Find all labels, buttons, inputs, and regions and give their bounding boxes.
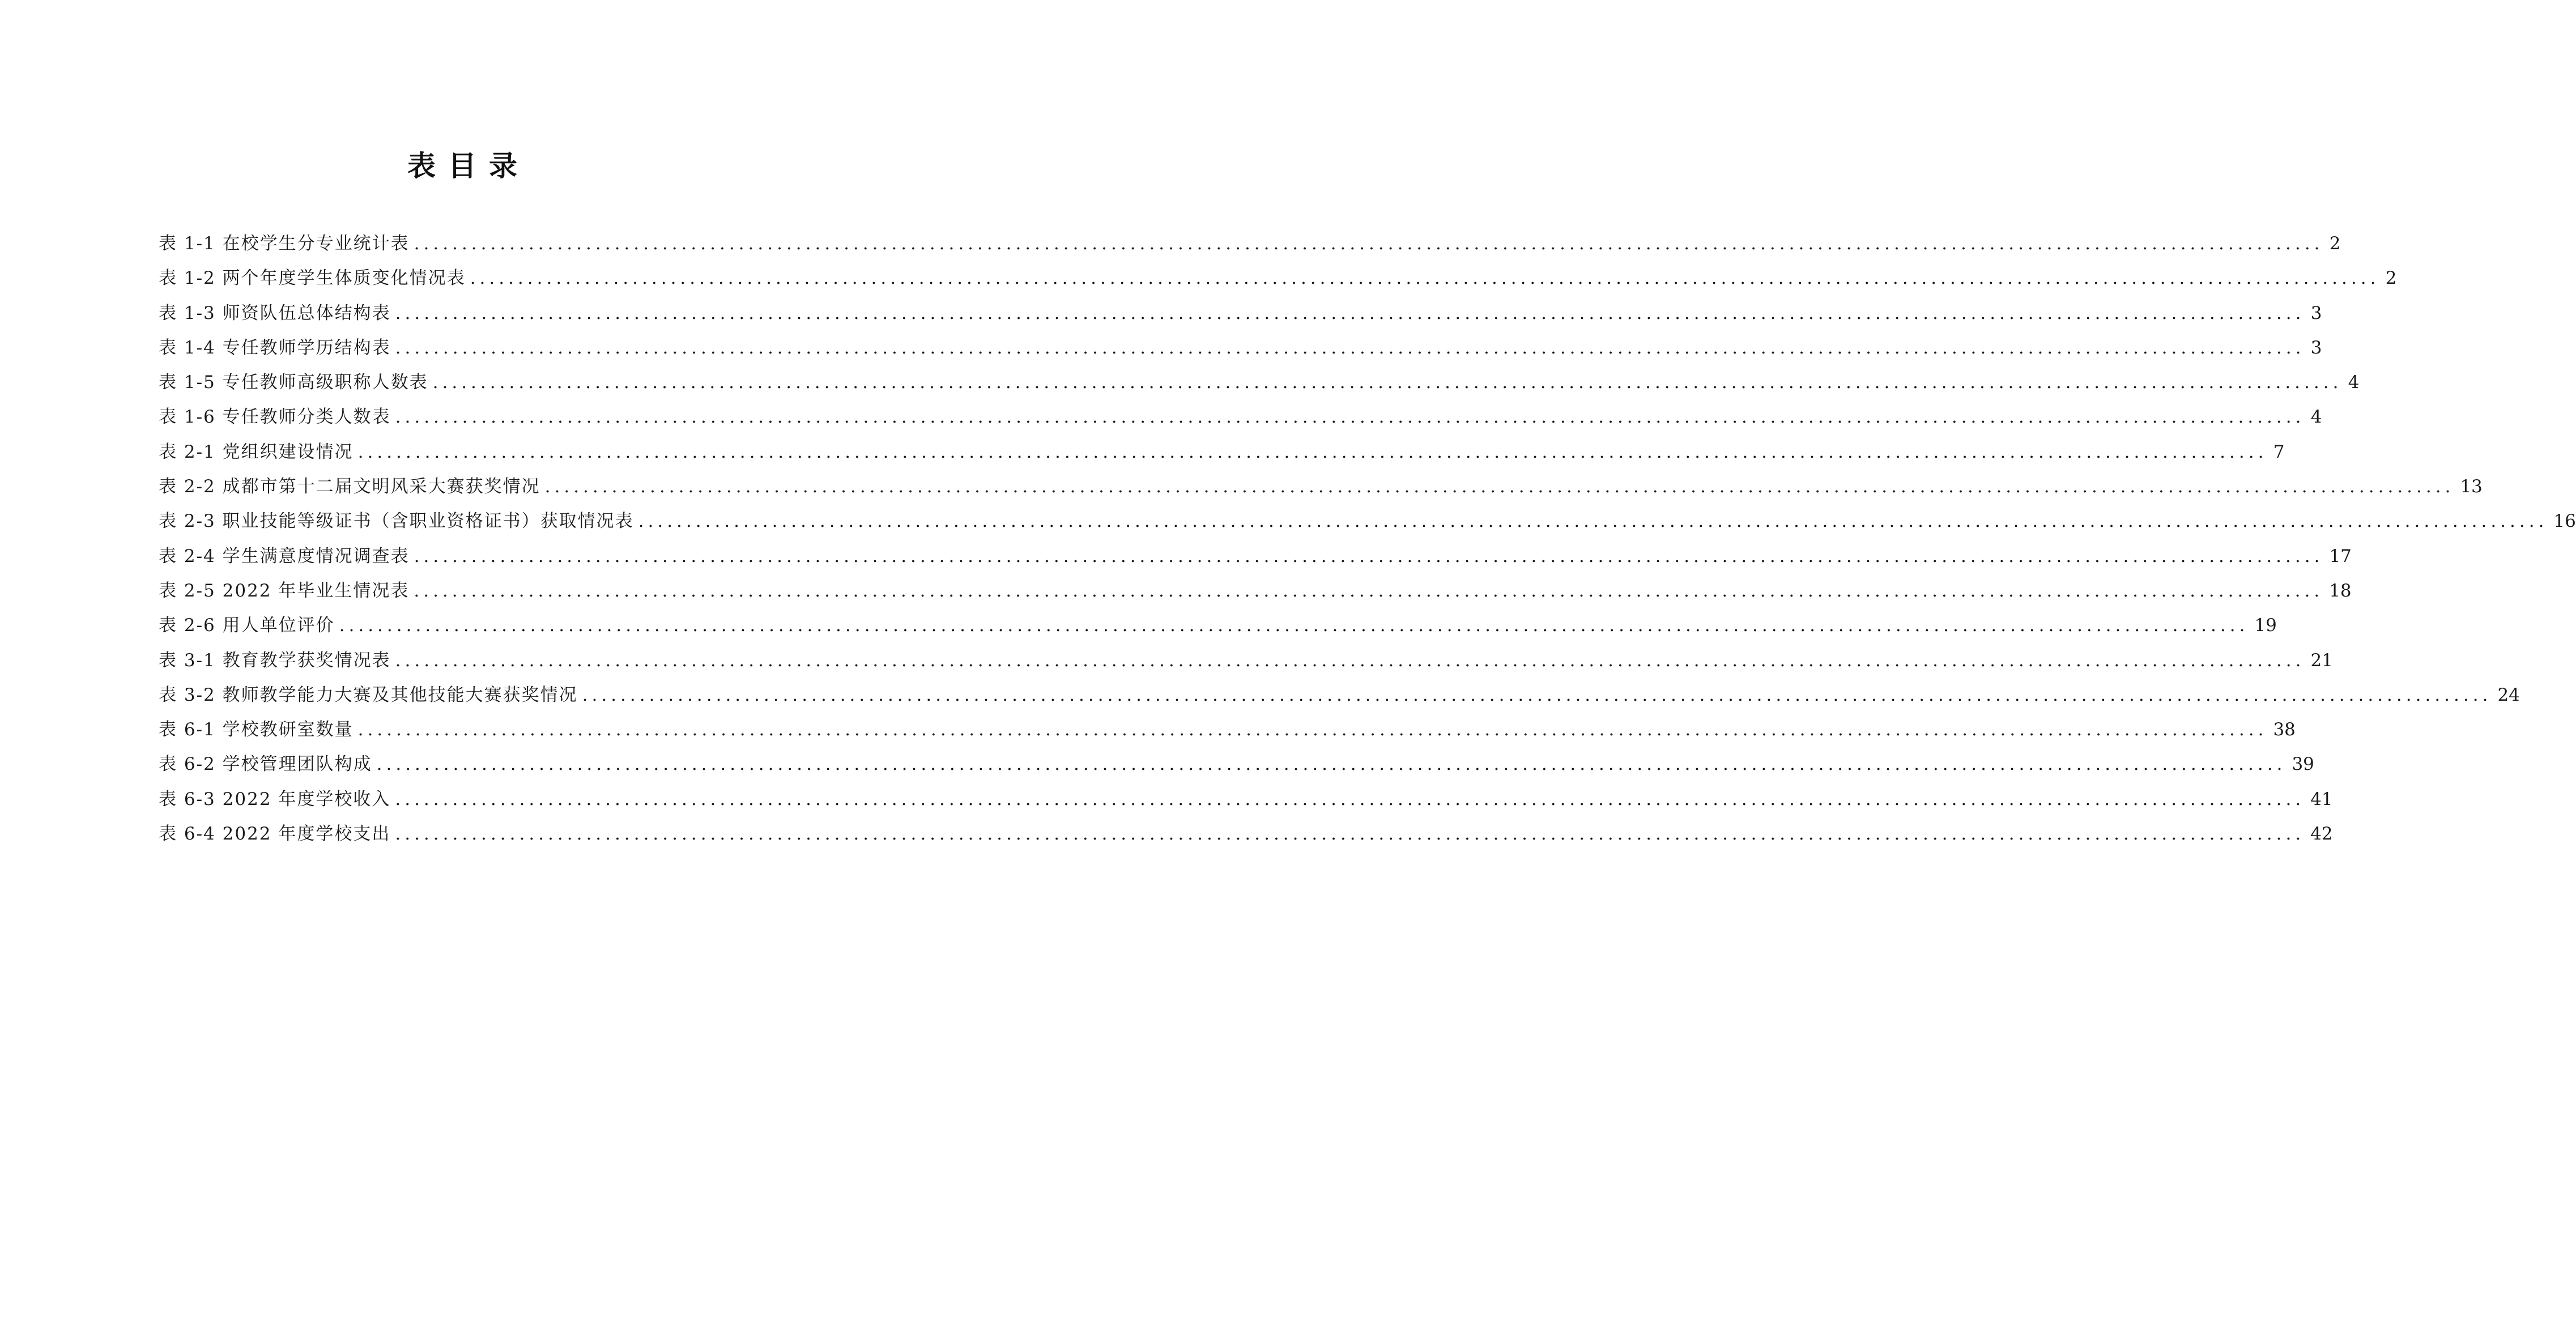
toc-dot-leader: ........................................................................................................................................................................................................: [582, 684, 2492, 705]
toc-entry-label: 表 6-2 学校管理团队构成: [159, 754, 372, 775]
toc-dot-leader: ........................................................................................................................................................................................................: [339, 615, 2249, 636]
toc-entry-page: 2: [2385, 268, 2397, 289]
toc-entry-page: 21: [2310, 650, 2333, 671]
toc-entry-label: 表 1-3 师资队伍总体结构表: [159, 303, 391, 323]
toc-entry[interactable]: [159, 301, 2322, 335]
toc-dot-leader: ........................................................................................................................................................................................................: [395, 303, 2305, 323]
toc-entry-label: 表 6-1 学校教研室数量: [159, 719, 354, 740]
toc-dot-leader: ........................................................................................................................................................................................................: [395, 650, 2305, 671]
toc-entry[interactable]: [159, 266, 2397, 300]
toc-entry[interactable]: [159, 578, 2352, 613]
toc-entry-label: 表 6-4 2022 年度学校支出: [159, 824, 391, 845]
toc-entry-label: 表 1-2 两个年度学生体质变化情况表: [159, 268, 466, 289]
toc-entry-label: 表 1-4 专任教师学历结构表: [159, 337, 391, 358]
toc-entry-page: 3: [2310, 337, 2322, 358]
toc-entry[interactable]: [159, 648, 2333, 683]
toc-entry[interactable]: [159, 544, 2352, 578]
toc-entry[interactable]: [159, 335, 2322, 370]
toc-entry[interactable]: [159, 821, 2333, 856]
toc-entry[interactable]: [159, 509, 2576, 543]
toc-dot-leader: ........................................................................................................................................................................................................: [395, 337, 2305, 358]
toc-entry[interactable]: [159, 231, 2341, 266]
toc-entry-label: 表 2-2 成都市第十二届文明风采大赛获奖情况: [159, 476, 540, 497]
toc-entry-label: 表 1-6 专任教师分类人数表: [159, 407, 391, 428]
page-title: 表目录: [407, 150, 530, 182]
toc-entry[interactable]: [159, 787, 2333, 821]
toc-entry[interactable]: [159, 752, 2314, 786]
toc-entry-label: 表 6-3 2022 年度学校收入: [159, 789, 391, 810]
toc-entry[interactable]: [159, 474, 2483, 509]
toc-entry[interactable]: [159, 404, 2322, 439]
toc-entry-page: 17: [2329, 546, 2352, 566]
toc-entry-page: 41: [2310, 789, 2333, 810]
toc-entry-page: 4: [2310, 407, 2322, 428]
toc-entry-label: 表 2-4 学生满意度情况调查表: [159, 546, 410, 566]
toc-entry-page: 4: [2348, 372, 2360, 393]
toc-dot-leader: ........................................................................................................................................................................................................: [357, 719, 2268, 740]
toc-entry-page: 38: [2273, 719, 2296, 740]
toc-entry[interactable]: [159, 440, 2285, 474]
toc-dot-leader: ........................................................................................................................................................................................................: [470, 268, 2380, 289]
toc-entry[interactable]: [159, 717, 2296, 752]
toc-entry-page: 16: [2553, 511, 2576, 532]
toc-entry-label: 表 2-5 2022 年毕业生情况表: [159, 580, 410, 601]
toc-entry-page: 3: [2310, 303, 2322, 323]
table-of-contents: [159, 231, 2576, 856]
toc-entry-page: 19: [2254, 615, 2277, 636]
toc-entry-page: 18: [2329, 580, 2352, 601]
toc-entry[interactable]: [159, 370, 2360, 404]
toc-dot-leader: ........................................................................................................................................................................................................: [432, 372, 2343, 393]
toc-dot-leader: ........................................................................................................................................................................................................: [395, 789, 2305, 810]
toc-entry-page: 42: [2310, 824, 2333, 845]
toc-entry-page: 7: [2273, 441, 2285, 462]
toc-entry[interactable]: [159, 613, 2277, 647]
toc-entry-page: 24: [2497, 684, 2520, 705]
toc-dot-leader: ........................................................................................................................................................................................................: [376, 754, 2287, 775]
toc-dot-leader: ........................................................................................................................................................................................................: [638, 511, 2548, 532]
toc-dot-leader: ........................................................................................................................................................................................................: [395, 407, 2305, 428]
toc-dot-leader: ........................................................................................................................................................................................................: [414, 233, 2324, 254]
toc-dot-leader: ........................................................................................................................................................................................................: [414, 546, 2324, 566]
toc-dot-leader: ........................................................................................................................................................................................................: [414, 580, 2324, 601]
toc-entry-label: 表 3-1 教育教学获奖情况表: [159, 650, 391, 671]
toc-entry-page: 39: [2292, 754, 2314, 775]
toc-entry-page: 2: [2329, 233, 2341, 254]
toc-entry[interactable]: [159, 683, 2520, 717]
toc-entry-label: 表 2-1 党组织建设情况: [159, 441, 354, 462]
toc-entry-label: 表 1-1 在校学生分专业统计表: [159, 233, 410, 254]
toc-dot-leader: ........................................................................................................................................................................................................: [357, 441, 2268, 462]
toc-entry-label: 表 2-3 职业技能等级证书（含职业资格证书）获取情况表: [159, 511, 634, 532]
toc-entry-label: 表 3-2 教师教学能力大赛及其他技能大赛获奖情况: [159, 684, 578, 705]
toc-dot-leader: ........................................................................................................................................................................................................: [395, 824, 2305, 845]
toc-entry-label: 表 1-5 专任教师高级职称人数表: [159, 372, 428, 393]
toc-dot-leader: ........................................................................................................................................................................................................: [544, 476, 2455, 497]
toc-entry-page: 13: [2460, 476, 2483, 497]
toc-entry-label: 表 2-6 用人单位评价: [159, 615, 335, 636]
